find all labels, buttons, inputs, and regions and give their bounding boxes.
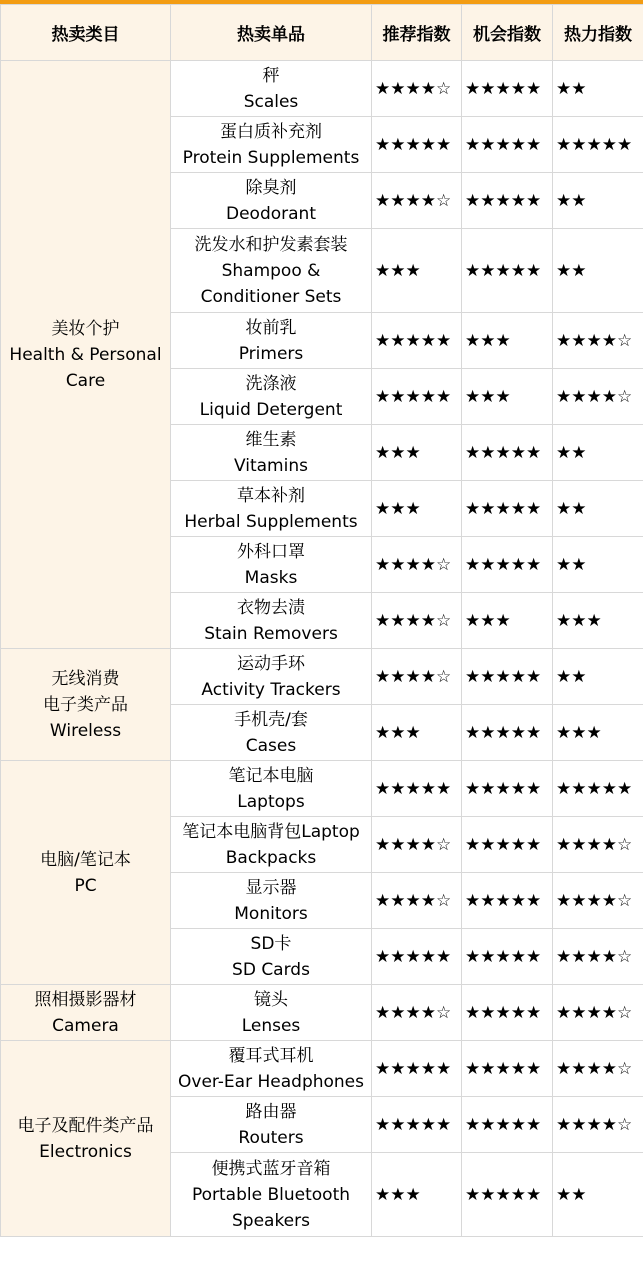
product-name-line: 笔记本电脑背包Laptop: [182, 821, 360, 842]
product-cell: [171, 425, 372, 481]
opportunity-stars: ★★★★★: [462, 985, 553, 1041]
table-row: [1, 1041, 643, 1097]
product-name-line: 蛋白质补充剂: [220, 121, 322, 142]
product-name-line: 除臭剂: [245, 177, 297, 198]
opportunity-stars: ★★★★★: [462, 537, 553, 593]
product-name-line: Scales: [243, 91, 299, 112]
header-product: 热卖单品: [171, 5, 372, 61]
opportunity-stars: ★★★★★: [462, 1097, 553, 1153]
category-cell: [1, 761, 171, 985]
recommend-stars: ★★★★★: [372, 1041, 462, 1097]
product-name-line: 秤: [262, 65, 280, 86]
header-recommend-index: 推荐指数: [372, 5, 462, 61]
product-name-line: Herbal Supplements: [184, 511, 358, 532]
product-name-line: Backpacks: [225, 847, 317, 868]
product-cell: [171, 537, 372, 593]
product-name-line: 洗涤液: [245, 373, 297, 394]
product-name-line: Masks: [244, 567, 298, 588]
recommend-stars: ★★★: [372, 229, 462, 313]
recommend-stars: ★★★★☆: [372, 593, 462, 649]
product-name-line: 显示器: [245, 877, 297, 898]
product-cell: [171, 1153, 372, 1237]
product-name-line: 衣物去渍: [237, 597, 305, 618]
opportunity-stars: ★★★★★: [462, 481, 553, 537]
product-name-line: Deodorant: [226, 203, 316, 224]
header-opportunity-index: 机会指数: [462, 5, 553, 61]
product-name-line: Monitors: [234, 903, 308, 924]
product-cell: [171, 313, 372, 369]
product-name-line: 外科口罩: [237, 541, 305, 562]
recommend-stars: ★★★★★: [372, 369, 462, 425]
heat-stars: ★★: [553, 61, 643, 117]
category-label-line: 无线消费: [51, 668, 120, 689]
recommend-stars: ★★★★☆: [372, 817, 462, 873]
product-name-line: 妆前乳: [245, 317, 297, 338]
heat-stars: ★★★★☆: [553, 929, 643, 985]
category-cell: [1, 1041, 171, 1237]
heat-stars: ★★★★☆: [553, 1041, 643, 1097]
category-label-line: Health & Personal: [9, 344, 162, 365]
product-name-line: Laptops: [237, 791, 305, 812]
product-name-line: 洗发水和护发素套装: [194, 234, 348, 255]
product-name-line: Speakers: [231, 1210, 310, 1231]
product-name-line: Lenses: [241, 1015, 301, 1036]
category-label-line: Electronics: [39, 1141, 132, 1162]
category-label-line: PC: [74, 875, 97, 896]
category-label-line: 照相摄影器材: [34, 989, 137, 1010]
recommend-stars: ★★★: [372, 1153, 462, 1237]
product-cell: [171, 593, 372, 649]
opportunity-stars: ★★★★★: [462, 173, 553, 229]
recommend-stars: ★★★★★: [372, 313, 462, 369]
heat-stars: ★★: [553, 173, 643, 229]
heat-stars: ★★★: [553, 705, 643, 761]
product-cell: [171, 817, 372, 873]
heat-stars: ★★: [553, 425, 643, 481]
product-cell: [171, 705, 372, 761]
opportunity-stars: ★★★: [462, 593, 553, 649]
heat-stars: ★★★★☆: [553, 313, 643, 369]
product-cell: [171, 117, 372, 173]
opportunity-stars: ★★★★★: [462, 61, 553, 117]
product-name-line: SD卡: [250, 933, 292, 954]
table-row: [1, 761, 643, 817]
product-name-line: SD Cards: [232, 959, 310, 980]
opportunity-stars: ★★★★★: [462, 929, 553, 985]
opportunity-stars: ★★★★★: [462, 817, 553, 873]
product-name-line: Vitamins: [234, 455, 308, 476]
product-name-line: 镜头: [254, 989, 288, 1010]
heat-stars: ★★: [553, 537, 643, 593]
product-cell: [171, 173, 372, 229]
recommend-stars: ★★★★☆: [372, 649, 462, 705]
category-cell: [1, 649, 171, 761]
opportunity-stars: ★★★★★: [462, 117, 553, 173]
category-label-line: Camera: [52, 1015, 119, 1036]
heat-stars: ★★: [553, 229, 643, 313]
category-label-line: 电子及配件类产品: [17, 1115, 154, 1136]
opportunity-stars: ★★★: [462, 369, 553, 425]
product-cell: [171, 649, 372, 705]
heat-stars: ★★★★☆: [553, 369, 643, 425]
product-cell: [171, 1097, 372, 1153]
category-label-line: 电脑/笔记本: [40, 849, 131, 870]
product-name-line: Cases: [245, 735, 297, 756]
product-name-line: Activity Trackers: [201, 679, 341, 700]
product-cell: [171, 229, 372, 313]
heat-stars: ★★★: [553, 593, 643, 649]
recommend-stars: ★★★★☆: [372, 537, 462, 593]
opportunity-stars: ★★★★★: [462, 649, 553, 705]
opportunity-stars: ★★★★★: [462, 425, 553, 481]
product-name-line: 覆耳式耳机: [228, 1045, 314, 1066]
product-name-line: 路由器: [245, 1101, 297, 1122]
recommend-stars: ★★★★☆: [372, 985, 462, 1041]
recommend-stars: ★★★: [372, 705, 462, 761]
header-category: 热卖类目: [1, 5, 171, 61]
heat-stars: ★★: [553, 1153, 643, 1237]
category-label-line: Wireless: [49, 720, 122, 741]
recommend-stars: ★★★★☆: [372, 61, 462, 117]
opportunity-stars: ★★★★★: [462, 873, 553, 929]
product-name-line: Protein Supplements: [182, 147, 360, 168]
product-cell: [171, 929, 372, 985]
recommend-stars: ★★★: [372, 481, 462, 537]
product-name-line: Over-Ear Headphones: [178, 1071, 364, 1092]
product-name-line: Conditioner Sets: [200, 286, 342, 307]
product-cell: [171, 761, 372, 817]
category-label-line: 电子类产品: [43, 694, 128, 715]
heat-stars: ★★★★☆: [553, 985, 643, 1041]
product-cell: [171, 985, 372, 1041]
product-name-line: 维生素: [245, 429, 297, 450]
heat-stars: ★★★★★: [553, 761, 643, 817]
product-name-line: Liquid Detergent: [199, 399, 343, 420]
header-heat-index: 热力指数: [553, 5, 643, 61]
product-cell: [171, 1041, 372, 1097]
recommend-stars: ★★★★☆: [372, 173, 462, 229]
heat-stars: ★★: [553, 649, 643, 705]
product-name-line: 笔记本电脑: [228, 765, 314, 786]
product-name-line: Routers: [238, 1127, 304, 1148]
table-row: [1, 61, 643, 117]
product-name-line: Portable Bluetooth: [191, 1184, 351, 1205]
opportunity-stars: ★★★★★: [462, 1153, 553, 1237]
opportunity-stars: ★★★★★: [462, 761, 553, 817]
opportunity-stars: ★★★★★: [462, 1041, 553, 1097]
product-cell: [171, 61, 372, 117]
heat-stars: ★★★★★: [553, 117, 643, 173]
product-name-line: Shampoo &: [221, 260, 321, 281]
product-name-line: Stain Removers: [204, 623, 338, 644]
table-header-row: [1, 5, 643, 61]
product-name-line: 手机壳/套: [234, 709, 308, 730]
category-cell: [1, 61, 171, 649]
product-name-line: 便携式蓝牙音箱: [211, 1158, 331, 1179]
heat-stars: ★★★★☆: [553, 817, 643, 873]
heat-stars: ★★★★☆: [553, 873, 643, 929]
product-name-line: Primers: [238, 343, 304, 364]
table-body: [1, 61, 643, 1237]
heat-stars: ★★★★☆: [553, 1097, 643, 1153]
category-label-line: Care: [65, 370, 106, 391]
heat-stars: ★★: [553, 481, 643, 537]
product-cell: [171, 369, 372, 425]
product-name-line: 运动手环: [237, 653, 305, 674]
product-cell: [171, 481, 372, 537]
opportunity-stars: ★★★★★: [462, 705, 553, 761]
recommend-stars: ★★★★★: [372, 929, 462, 985]
category-label-line: 美妆个护: [51, 318, 120, 339]
recommend-stars: ★★★★★: [372, 761, 462, 817]
opportunity-stars: ★★★: [462, 313, 553, 369]
product-name-line: 草本补剂: [237, 485, 305, 506]
table-row: [1, 649, 643, 705]
opportunity-stars: ★★★★★: [462, 229, 553, 313]
recommend-stars: ★★★★★: [372, 117, 462, 173]
table-row: [1, 985, 643, 1041]
recommend-stars: ★★★★☆: [372, 873, 462, 929]
category-cell: [1, 985, 171, 1041]
recommend-stars: ★★★: [372, 425, 462, 481]
hot-products-table: [0, 4, 643, 1237]
recommend-stars: ★★★★★: [372, 1097, 462, 1153]
product-cell: [171, 873, 372, 929]
